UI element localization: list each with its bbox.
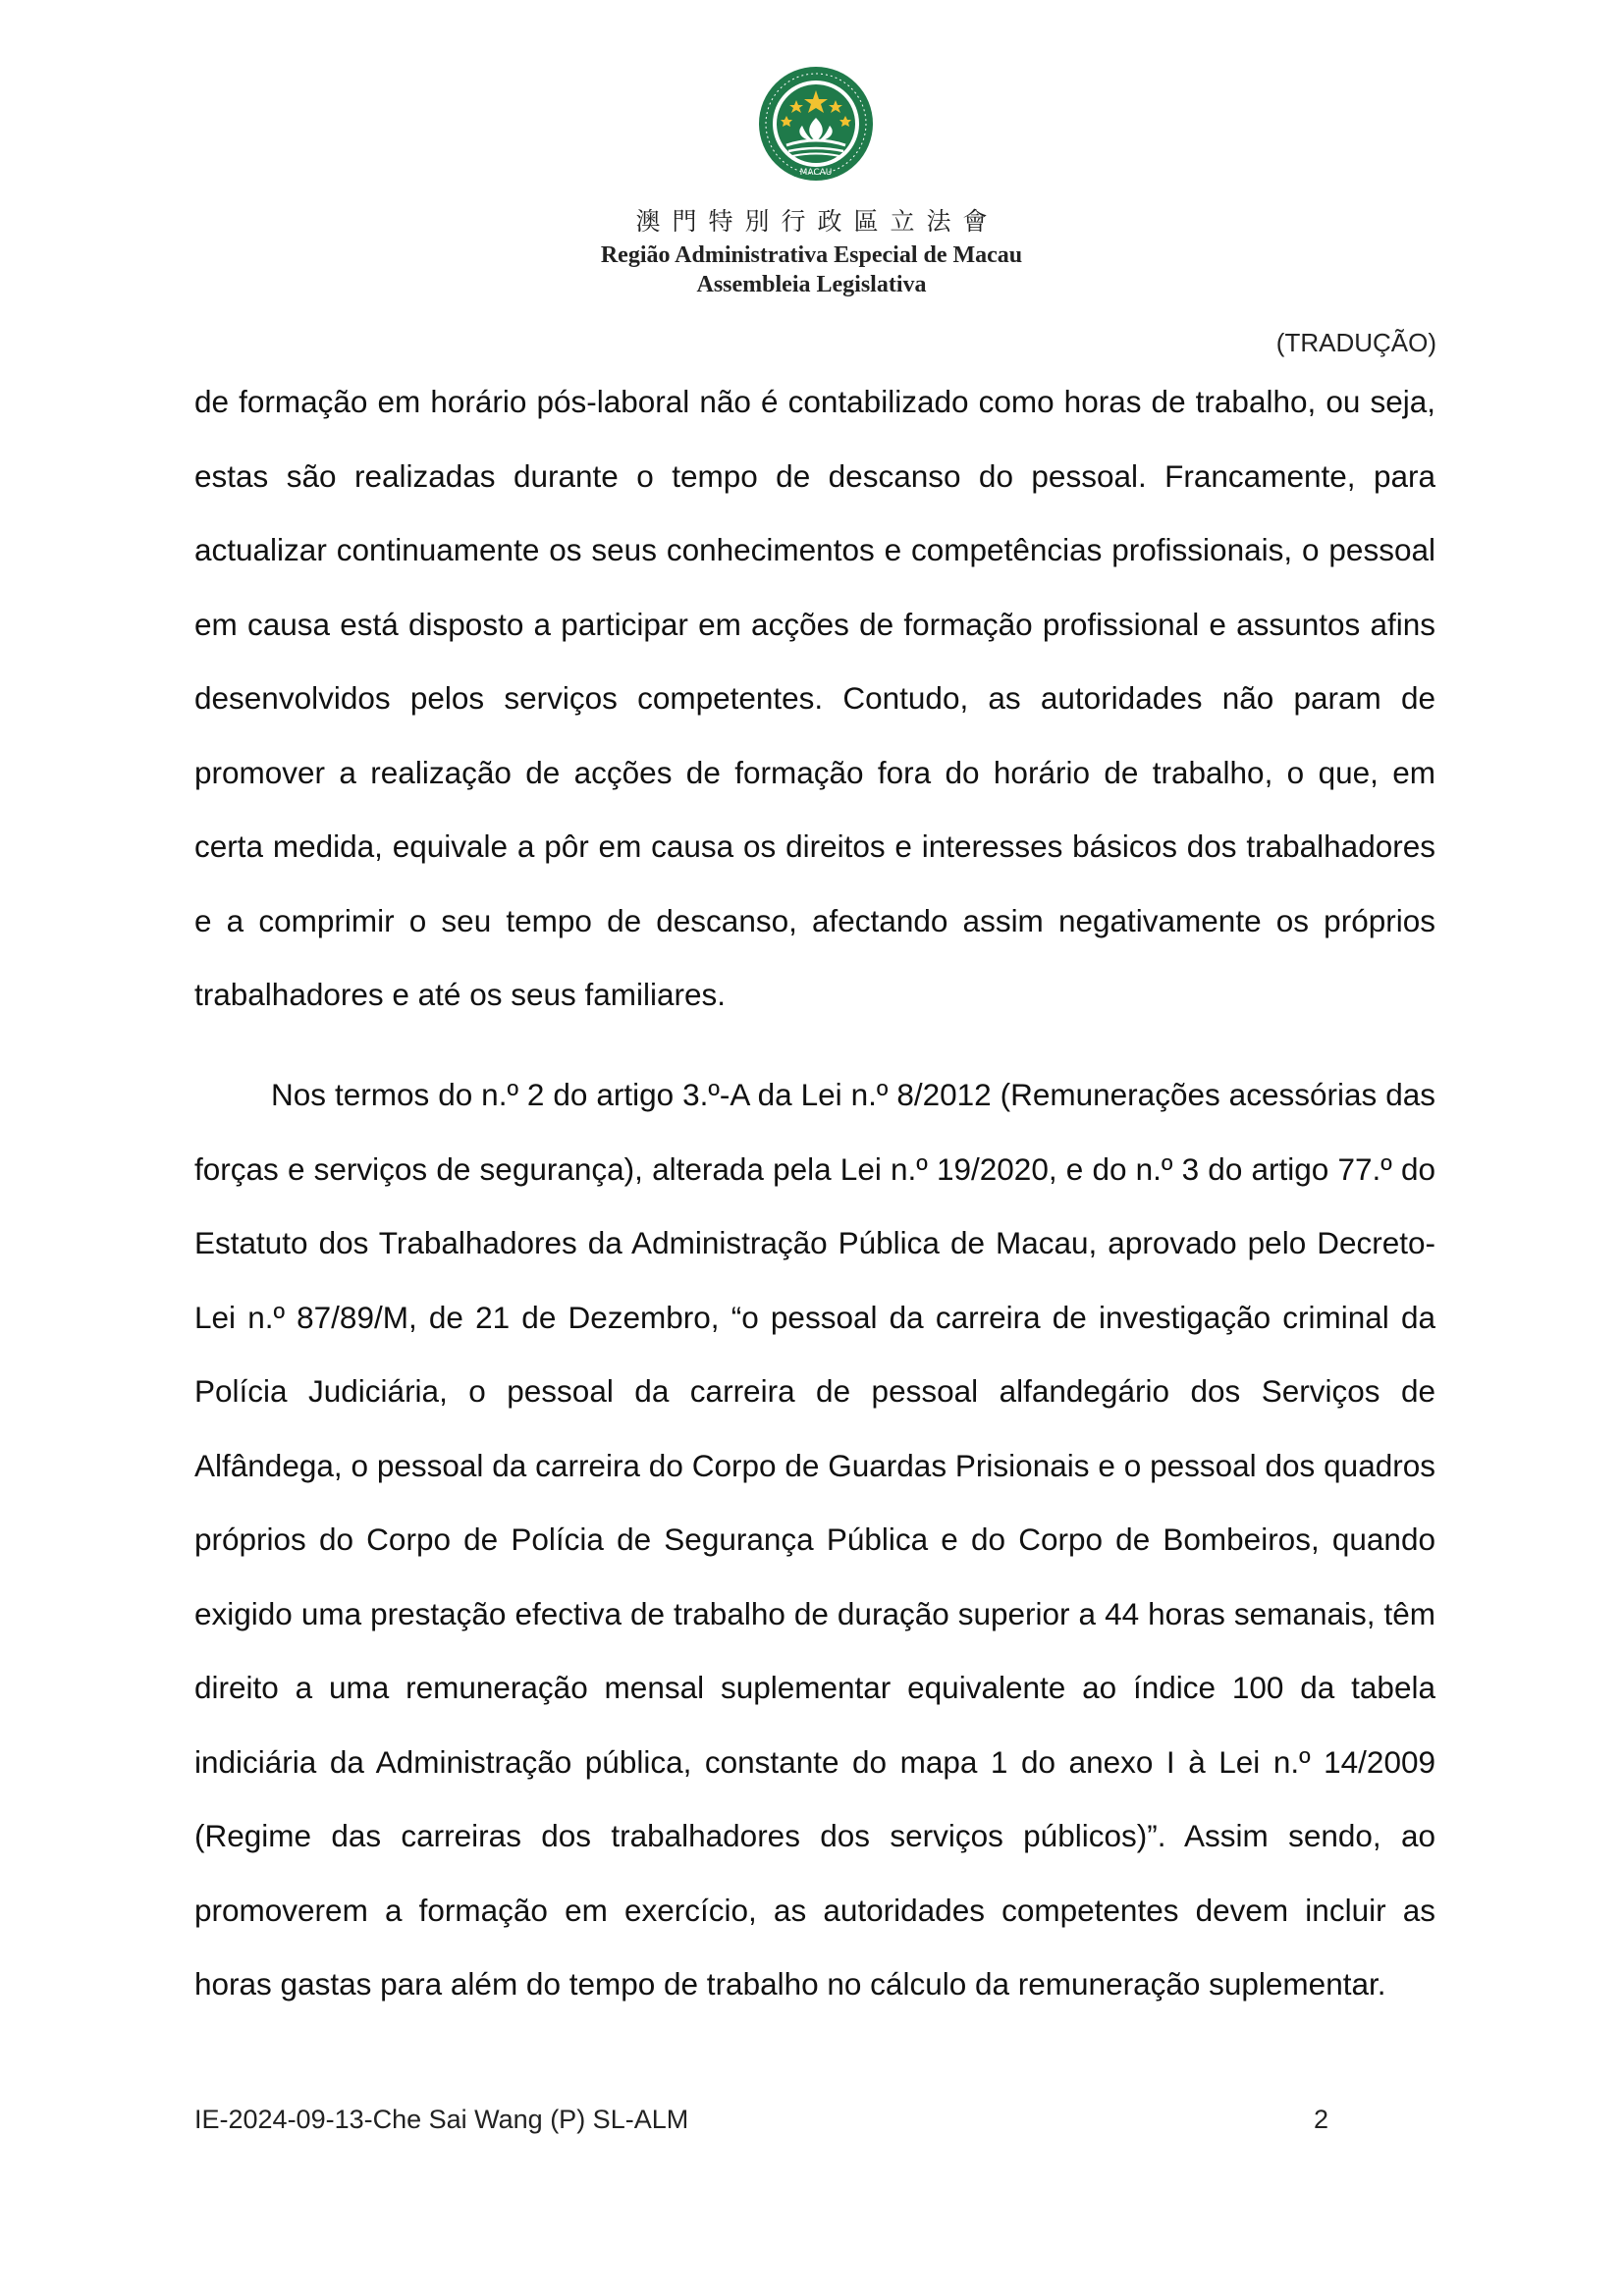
footer-page-number: 2 — [1314, 2105, 1329, 2134]
header-region-name: Região Administrativa Especial de Macau — [600, 242, 1023, 268]
paragraph-text: Nos termos do n.º 2 do artigo 3.º-A da Lei n.º 8/2012 (Remunerações acessórias das forças e serviços de segurança), alterada pela Lei n.º 19/2020, e do n.º 3 do artigo 77.º do Estatuto dos Trabalhadores da Administração Pública de Macau, aprovado pelo Decreto-Lei n.º 87/89/M, de 21 de Dezembro, “o pessoal da carreira de investigação criminal da Polícia Judiciária, o pessoal da carreira de pessoal alfandegário dos Serviços de Alfândega, o pessoal da carreira do Corpo de Guardas Prisionais e o pessoal dos quadros próprios do Corpo de Polícia de Segurança Pública e do Corpo de Bombeiros, quando exigido uma prestação efectiva de trabalho de duração superior a 44 horas semanais, têm direito a uma remuneração mensal suplementar equivalente ao índice 100 da tabela indiciária da Administração pública, constante do mapa 1 do anexo I à Lei n.º 14/2009 (Regime das carreiras dos trabalhadores dos serviços públicos)”. Assim sendo, ao promoverem a formação em exercício, as autoridades competentes devem incluir as horas gastas para além do tempo de trabalho no cálculo da remuneração suplementar. — [194, 1077, 1435, 2002]
header-chinese-title: 澳門特別行政區立法會 — [635, 207, 1000, 236]
translation-tag: (TRADUÇÃO) — [1275, 328, 1436, 357]
svg-text:MACAU: MACAU — [799, 168, 833, 178]
body-paragraph-1 — [194, 365, 1435, 1033]
footer-document-ref: IE-2024-09-13-Che Sai Wang (P) SL-ALM — [194, 2105, 689, 2134]
macau-emblem-icon — [757, 65, 875, 183]
body-paragraph-2 — [194, 1058, 1435, 2022]
header-assembly-name: Assembleia Legislativa — [696, 272, 927, 297]
paragraph-text: de formação em horário pós-laboral não é contabilizado como horas de trabalho, ou seja, estas são realizadas durante o tempo de descanso do pessoal. Francamente, para actualizar continuamente os seus conhecimentos e competências profissionais, o pessoal em causa está disposto a participar em acções de formação profissional e assuntos afins desenvolvidos pelos serviços competentes. Contudo, as autoridades não param de promover a realização de acções de formação fora do horário de trabalho, o que, em certa medida, equivale a pôr em causa os direitos e interesses básicos dos trabalhadores e a comprimir o seu tempo de descanso, afectando assim negativamente os próprios trabalhadores e até os seus familiares. — [194, 384, 1435, 1012]
